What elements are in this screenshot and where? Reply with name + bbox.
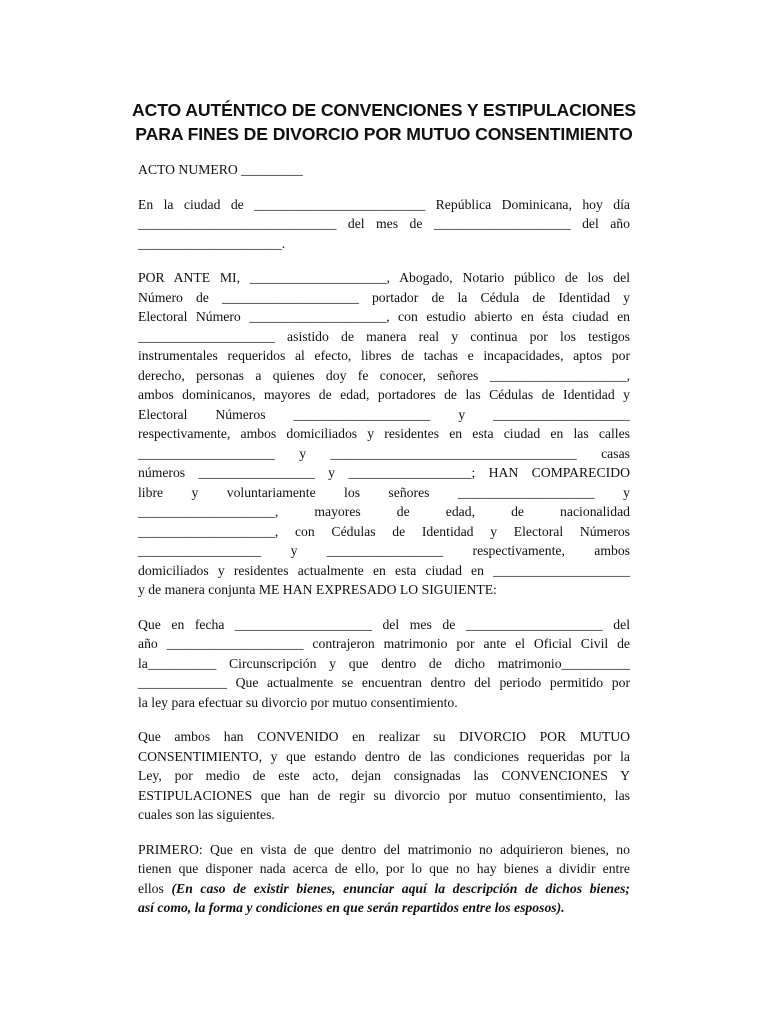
- text-line: cuales son las siguientes.: [138, 807, 275, 822]
- document-title: [0, 98, 768, 146]
- paragraph-location-date: [138, 195, 630, 254]
- document-body: [138, 160, 630, 918]
- text-line: ____________________ y ____________________________________ casas: [138, 445, 630, 461]
- text-line: año ____________________ contrajeron matrimonio por ante el Oficial Civil de: [138, 636, 630, 651]
- text-line: Número de ____________________ portador de la Cédula de Identidad y: [138, 289, 630, 305]
- instruction-note: así como, la forma y condiciones en que serán repartidos entre los esposos).: [138, 900, 565, 915]
- text-line: ambos dominicanos, mayores de edad, portadores de las Cédulas de Identidad y: [138, 387, 630, 402]
- text-fragment: ellos: [138, 880, 164, 896]
- text-line: respectivamente, ambos domiciliados y residentes en esta ciudad en las calles: [138, 426, 630, 441]
- text-line: Que en fecha ____________________ del mes de ____________________ del: [138, 616, 630, 632]
- text-line: CONSENTIMIENTO, y que estando dentro de las condiciones requeridas por la: [138, 748, 630, 764]
- text-line: ____________________ asistido de manera real y continua por los testigos: [138, 328, 630, 344]
- text-line: En la ciudad de _________________________ República Dominicana, hoy día: [138, 196, 630, 212]
- paragraph-agreement: [138, 727, 630, 825]
- text-line: tienen que disponer nada acerca de ello, por lo que no hay bienes a dividir entre: [138, 861, 630, 876]
- text-line: _____________ Que actualmente se encuentran dentro del periodo permitido por: [138, 675, 630, 690]
- text-line: Electoral Números ____________________ y ____________________: [138, 406, 630, 422]
- text-line: números _________________ y __________________; HAN COMPARECIDO: [138, 465, 630, 480]
- paragraph-marriage: [138, 615, 630, 713]
- text-line: Ley, por medio de este acto, dejan consignadas las CONVENCIONES Y: [138, 768, 630, 783]
- text-line: ____________________, con Cédulas de Identidad y Electoral Números: [138, 523, 630, 539]
- text-line: POR ANTE MI, ____________________, Abogado, Notario público de los del: [138, 270, 630, 285]
- instruction-note: (En caso de existir bienes, enunciar aquí la descripción de dichos bienes;: [171, 880, 630, 896]
- text-line: _____________________________ del mes de ____________________ del año: [138, 216, 630, 231]
- text-line: [138, 879, 630, 899]
- text-line: _____________________.: [138, 235, 286, 251]
- text-line: __________________ y _________________ respectivamente, ambos: [138, 543, 630, 558]
- text-line: domiciliados y residentes actualmente en esta ciudad en ____________________: [138, 562, 630, 578]
- text-line: ____________________, mayores de edad, de nacionalidad: [138, 504, 630, 519]
- text-line: la__________ Circunscripción y que dentro de dicho matrimonio__________: [138, 655, 630, 671]
- title-line: PARA FINES DE DIVORCIO POR MUTUO CONSENTIMIENTO: [135, 124, 633, 144]
- text-line: y de manera conjunta ME HAN EXPRESADO LO SIGUIENTE:: [138, 582, 497, 597]
- text-line: PRIMERO: Que en vista de que dentro del matrimonio no adquirieron bienes, no: [138, 841, 630, 857]
- text-line: libre y voluntariamente los señores ____________________ y: [138, 484, 630, 500]
- paragraph-notary: [138, 268, 630, 600]
- text-line: derecho, personas a quienes doy fe conocer, señores ____________________,: [138, 367, 630, 383]
- text-line: la ley para efectuar su divorcio por mutuo consentimiento.: [138, 694, 458, 710]
- text-line: Electoral Número ____________________, con estudio abierto en ésta ciudad en: [138, 309, 630, 324]
- text-line: Que ambos han CONVENIDO en realizar su DIVORCIO POR MUTUO: [138, 729, 630, 744]
- title-line: ACTO AUTÉNTICO DE CONVENCIONES Y ESTIPULACIONES: [132, 100, 636, 120]
- text-line: instrumentales requeridos al efecto, libres de tachas e incapacidades, aptos por: [138, 348, 630, 363]
- paragraph-primero: [138, 840, 630, 918]
- acto-numero: ACTO NUMERO _________: [138, 162, 303, 177]
- text-line: ESTIPULACIONES que han de regir su divorcio por mutuo consentimiento, las: [138, 787, 630, 803]
